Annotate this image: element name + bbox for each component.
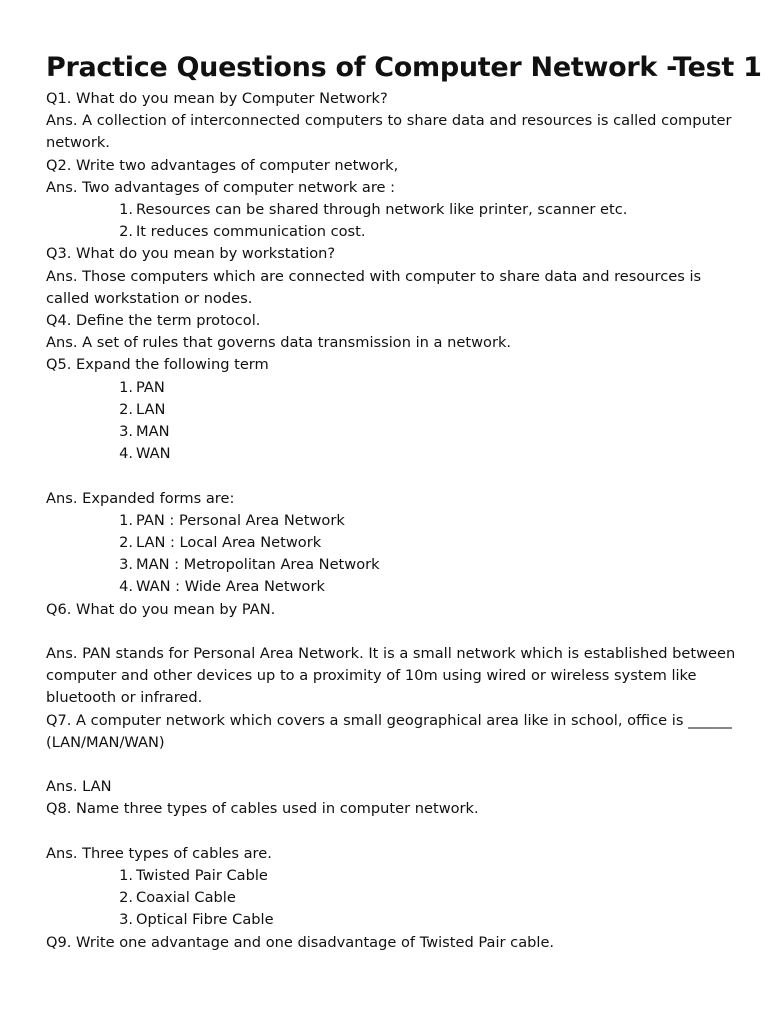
list-number: 3. (119, 556, 133, 574)
page-title: Practice Questions of Computer Network -Test 1 (46, 52, 762, 83)
q5-terms-list (46, 377, 736, 466)
list-item (46, 377, 736, 399)
list-text: WAN : Wide Area Network (136, 578, 325, 596)
q4-answer: Ans. A set of rules that governs data transmission in a network. (46, 334, 512, 352)
q8-answer: Ans. Three types of cables are. (46, 844, 272, 862)
list-item (46, 865, 736, 887)
q1-question: Q1. What do you mean by Computer Network? (46, 90, 388, 107)
list-text: MAN : Metropolitan Area Network (136, 556, 380, 574)
list-number: 2. (119, 400, 133, 418)
spacer (46, 621, 736, 643)
q7-answer: Ans. LAN (46, 778, 112, 796)
list-item (46, 576, 736, 598)
list-item (46, 199, 736, 221)
list-text: MAN (136, 423, 170, 441)
q2-advantages-list (46, 199, 736, 243)
list-item (46, 532, 736, 554)
list-text: LAN : Local Area Network (136, 534, 322, 552)
q3-question: Q3. What do you mean by workstation? (46, 245, 336, 263)
list-number: 1. (119, 201, 133, 219)
document-page (46, 50, 762, 954)
q5-expansions-list (46, 510, 736, 599)
q5-question: Q5. Expand the following term (46, 356, 269, 374)
list-number: 4. (119, 578, 133, 596)
list-text: LAN (136, 400, 166, 418)
list-item (46, 221, 736, 243)
list-number: 3. (119, 423, 133, 441)
q6-answer: Ans. PAN stands for Personal Area Network. It is a small network which is established between computer and other devices up to a proximity of 10m using wired or wireless system like bluetooth or infrared. (46, 645, 740, 707)
spacer (46, 821, 736, 843)
list-item (46, 399, 736, 421)
q2-question: Q2. Write two advantages of computer network, (46, 156, 399, 174)
q2-answer: Ans. Two advantages of computer network are : (46, 178, 396, 196)
list-number: 2. (119, 534, 133, 552)
list-number: 1. (119, 378, 133, 396)
list-number: 2. (119, 223, 133, 241)
q7-question: Q7. A computer network which covers a small geographical area like in school, office is ______ (LAN/MAN/WAN) (46, 711, 737, 751)
list-number: 1. (119, 867, 133, 885)
list-text: Resources can be shared through network like printer, scanner etc. (136, 201, 628, 219)
list-item (46, 554, 736, 576)
q4-question: Q4. Define the term protocol. (46, 312, 261, 330)
list-text: PAN (136, 378, 165, 396)
list-text: Coaxial Cable (136, 889, 236, 907)
spacer (46, 754, 736, 776)
list-text: PAN : Personal Area Network (136, 511, 345, 529)
list-number: 3. (119, 911, 133, 929)
list-number: 4. (119, 445, 133, 463)
list-item (46, 421, 736, 443)
list-text: Twisted Pair Cable (136, 867, 268, 885)
list-item (46, 887, 736, 909)
list-item (46, 510, 736, 532)
q8-question: Q8. Name three types of cables used in computer network. (46, 800, 479, 818)
q8-cables-list (46, 865, 736, 932)
list-number: 1. (119, 511, 133, 529)
q1-answer: Ans. A collection of interconnected computers to share data and resources is called computer network. (46, 112, 737, 152)
list-text: It reduces communication cost. (136, 223, 366, 241)
q5-answer: Ans. Expanded forms are: (46, 489, 235, 507)
q6-question: Q6. What do you mean by PAN. (46, 600, 276, 618)
list-item (46, 909, 736, 931)
list-item (46, 443, 736, 465)
list-text: Optical Fibre Cable (136, 911, 274, 929)
list-number: 2. (119, 889, 133, 907)
list-text: WAN (136, 445, 171, 463)
spacer (46, 465, 736, 487)
q3-answer: Ans. Those computers which are connected with computer to share data and resources is called workstation or nodes. (46, 267, 706, 307)
q9-question: Q9. Write one advantage and one disadvantage of Twisted Pair cable. (46, 933, 555, 951)
